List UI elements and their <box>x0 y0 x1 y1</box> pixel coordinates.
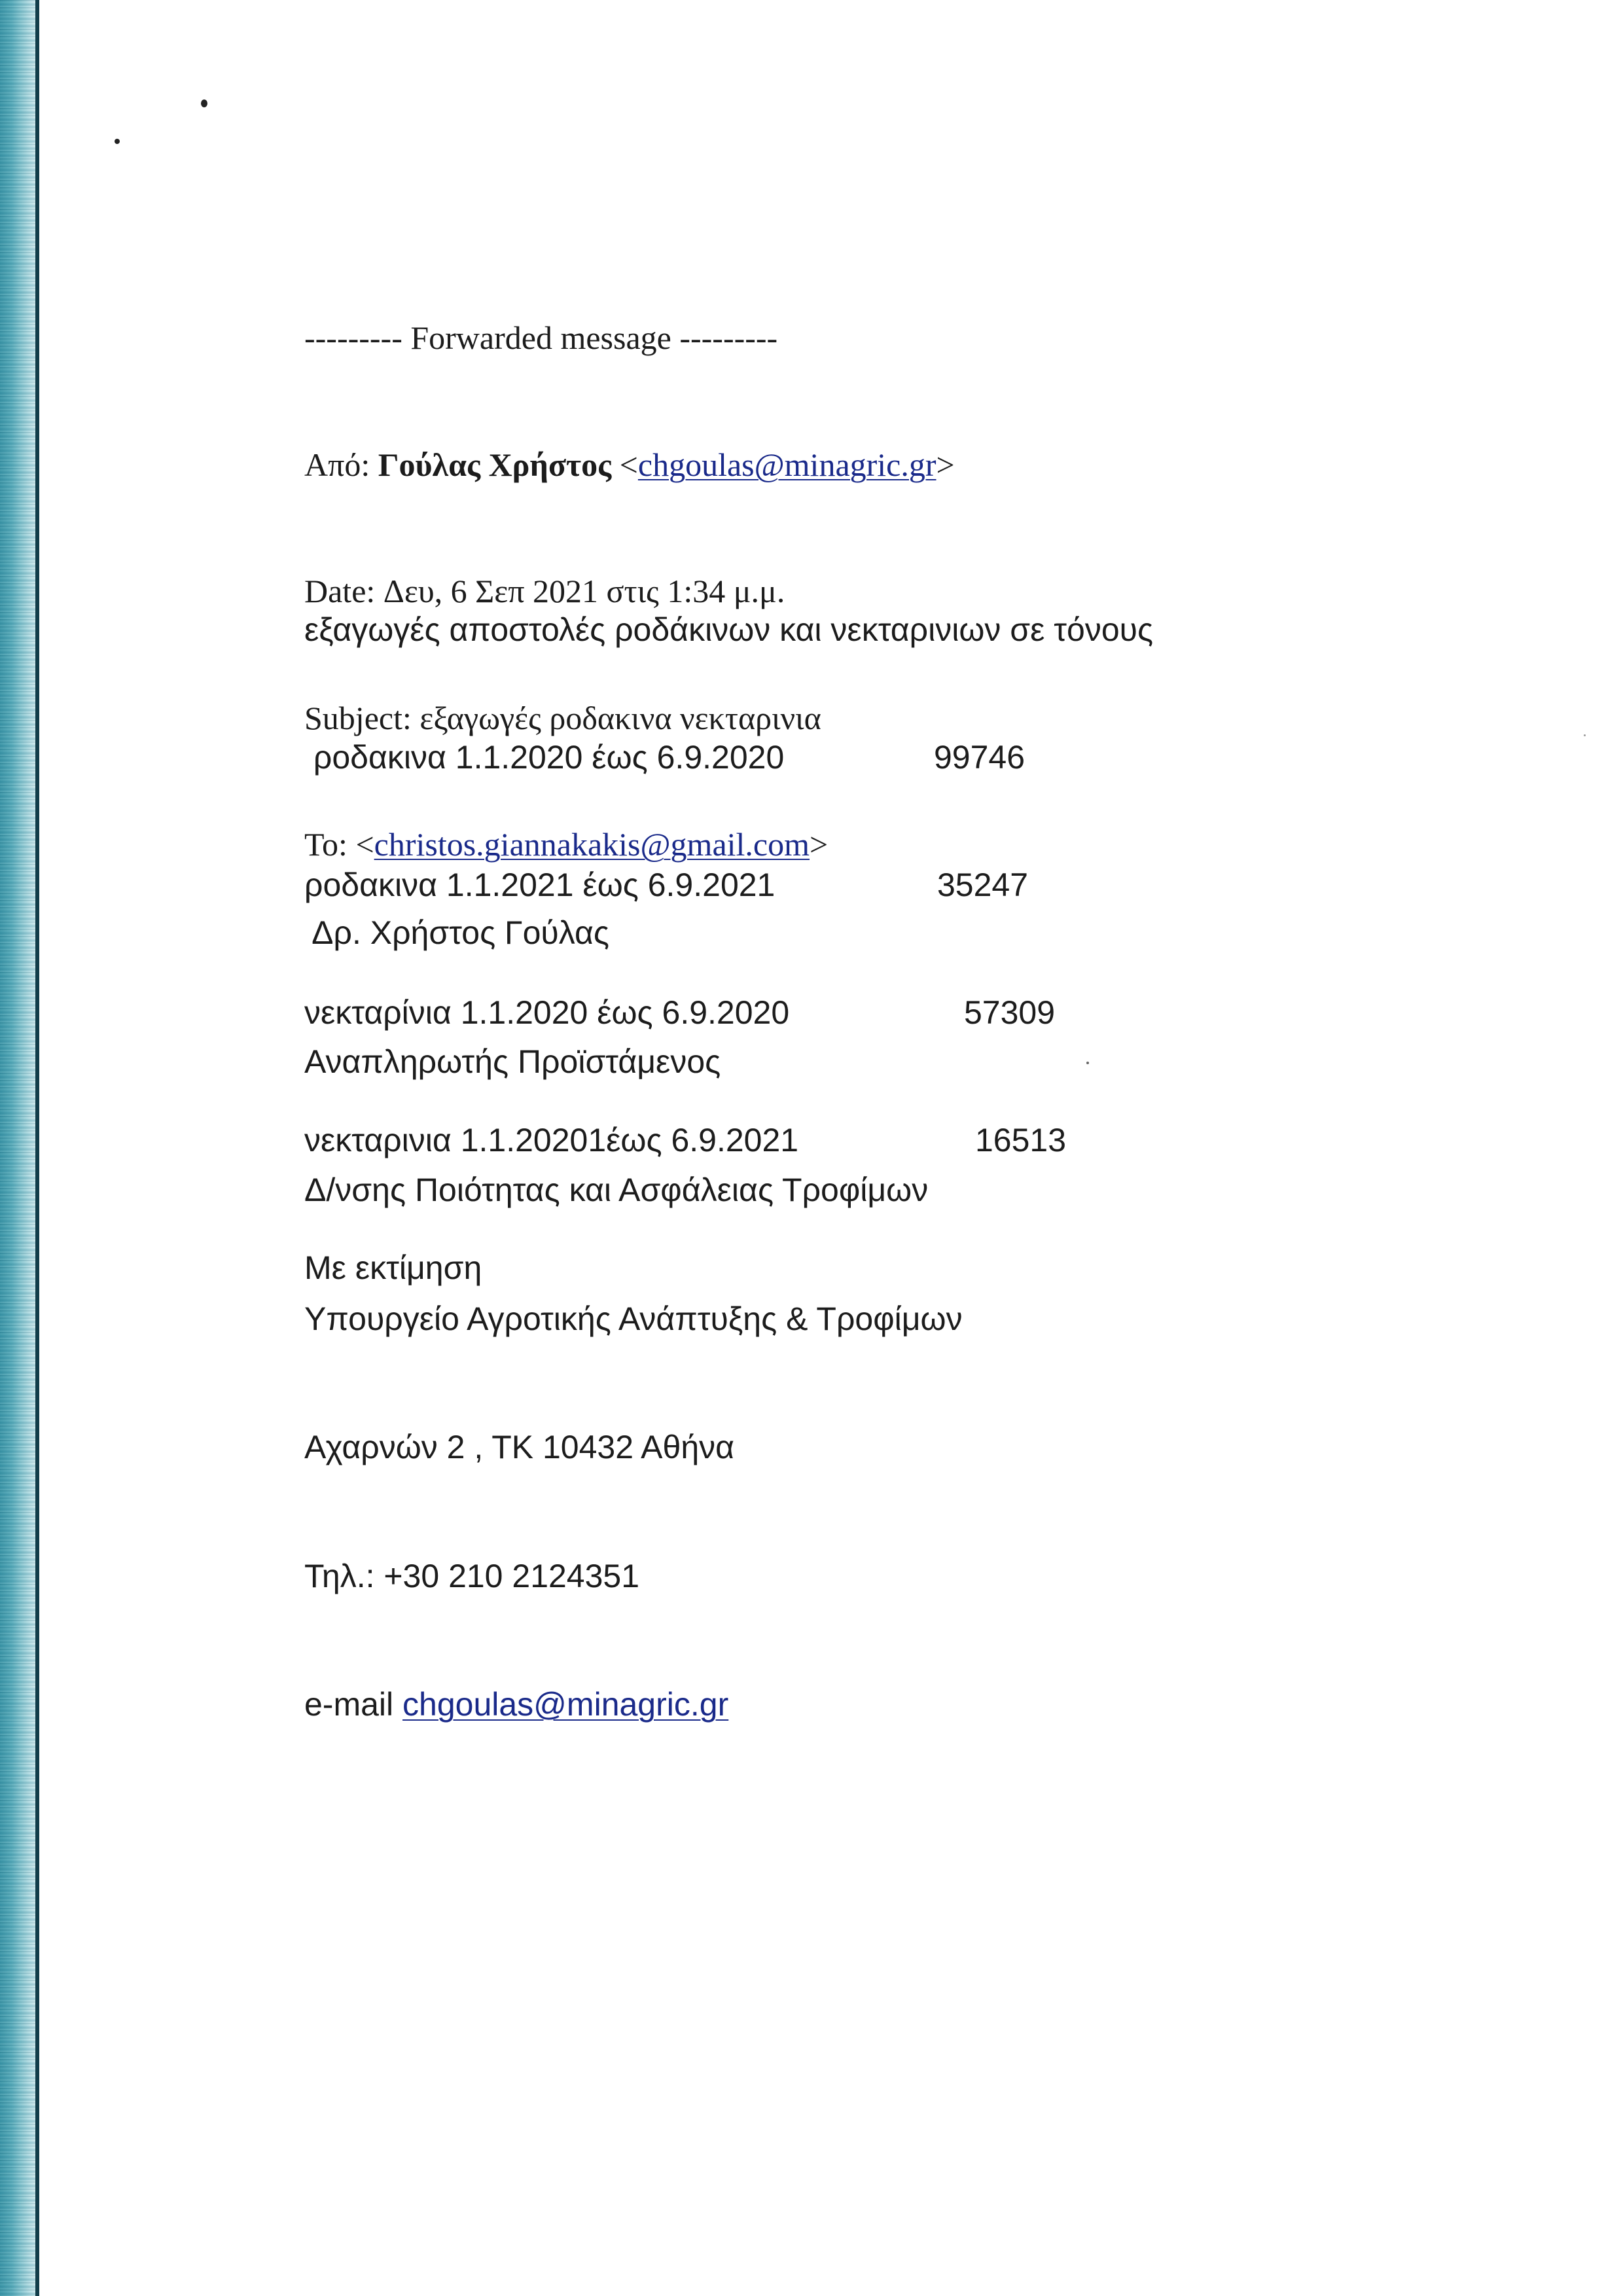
signature-department: Δ/νσης Ποιότητας και Ασφάλειας Τροφίμων <box>304 1172 929 1208</box>
subject-value: εξαγωγές ροδακινα νεκταρινια <box>419 699 821 736</box>
scan-speck <box>201 99 207 107</box>
data-row-label: ροδακινα 1.1.2020 έως 6.9.2020 <box>304 739 785 776</box>
data-row-value: 57309 <box>964 994 1056 1031</box>
signature <box>304 826 963 1812</box>
to-label: To: < <box>304 826 374 863</box>
from-name: Γούλας Χρήστος <box>378 446 612 483</box>
scan-speck <box>115 139 120 144</box>
data-row-value: 99746 <box>934 739 1026 776</box>
signature-email-label: e-mail <box>304 1686 403 1723</box>
from-label: Από: <box>304 446 378 483</box>
data-row-label: νεκταρινια 1.1.20201έως 6.9.2021 <box>304 1122 799 1158</box>
from-email-open: < <box>611 446 638 483</box>
date-label: Date: <box>304 573 383 609</box>
scan-edge-line <box>35 0 39 2296</box>
data-row-label: νεκταρίνια 1.1.2020 έως 6.9.2020 <box>304 994 790 1031</box>
forward-separator: --------- Forwarded message --------- <box>304 319 778 356</box>
signature-email-link[interactable]: chgoulas@minagric.gr <box>402 1686 729 1723</box>
data-row-value: 35247 <box>937 867 1029 903</box>
scan-edge-artifact <box>0 0 38 2296</box>
from-line <box>304 444 955 486</box>
body-intro: εξαγωγές αποστολές ροδάκινων και νεκταρινιων σε τόνους <box>304 611 1154 648</box>
data-row-value: 16513 <box>975 1122 1067 1158</box>
data-row-label: ροδακινα 1.1.2021 έως 6.9.2021 <box>304 867 776 903</box>
from-email-link[interactable]: chgoulas@minagric.gr <box>637 446 936 483</box>
signature-email-line <box>304 1683 963 1727</box>
signature-address: Αχαρνών 2 , ΤΚ 10432 Αθήνα <box>304 1429 735 1465</box>
signature-phone: Τηλ.: +30 210 2124351 <box>304 1557 640 1594</box>
to-email-link[interactable]: christos.giannakakis@gmail.com <box>374 826 810 863</box>
subject-label: Subject: <box>304 699 420 736</box>
from-email-close: > <box>936 446 955 483</box>
data-row <box>304 736 1153 779</box>
to-close: > <box>810 826 829 863</box>
body-closing: Με εκτίμηση <box>304 1249 482 1286</box>
scan-speck <box>1584 734 1586 736</box>
signature-ministry: Υπουργείο Αγροτικής Ανάπτυξης & Τροφίμων <box>304 1300 963 1337</box>
signature-name: Δρ. Χρήστος Γούλας <box>304 914 609 951</box>
signature-title: Αναπληρωτής Προϊστάμενος <box>304 1043 721 1080</box>
date-value: Δευ, 6 Σεπ 2021 στις 1:34 μ.μ. <box>383 573 785 609</box>
